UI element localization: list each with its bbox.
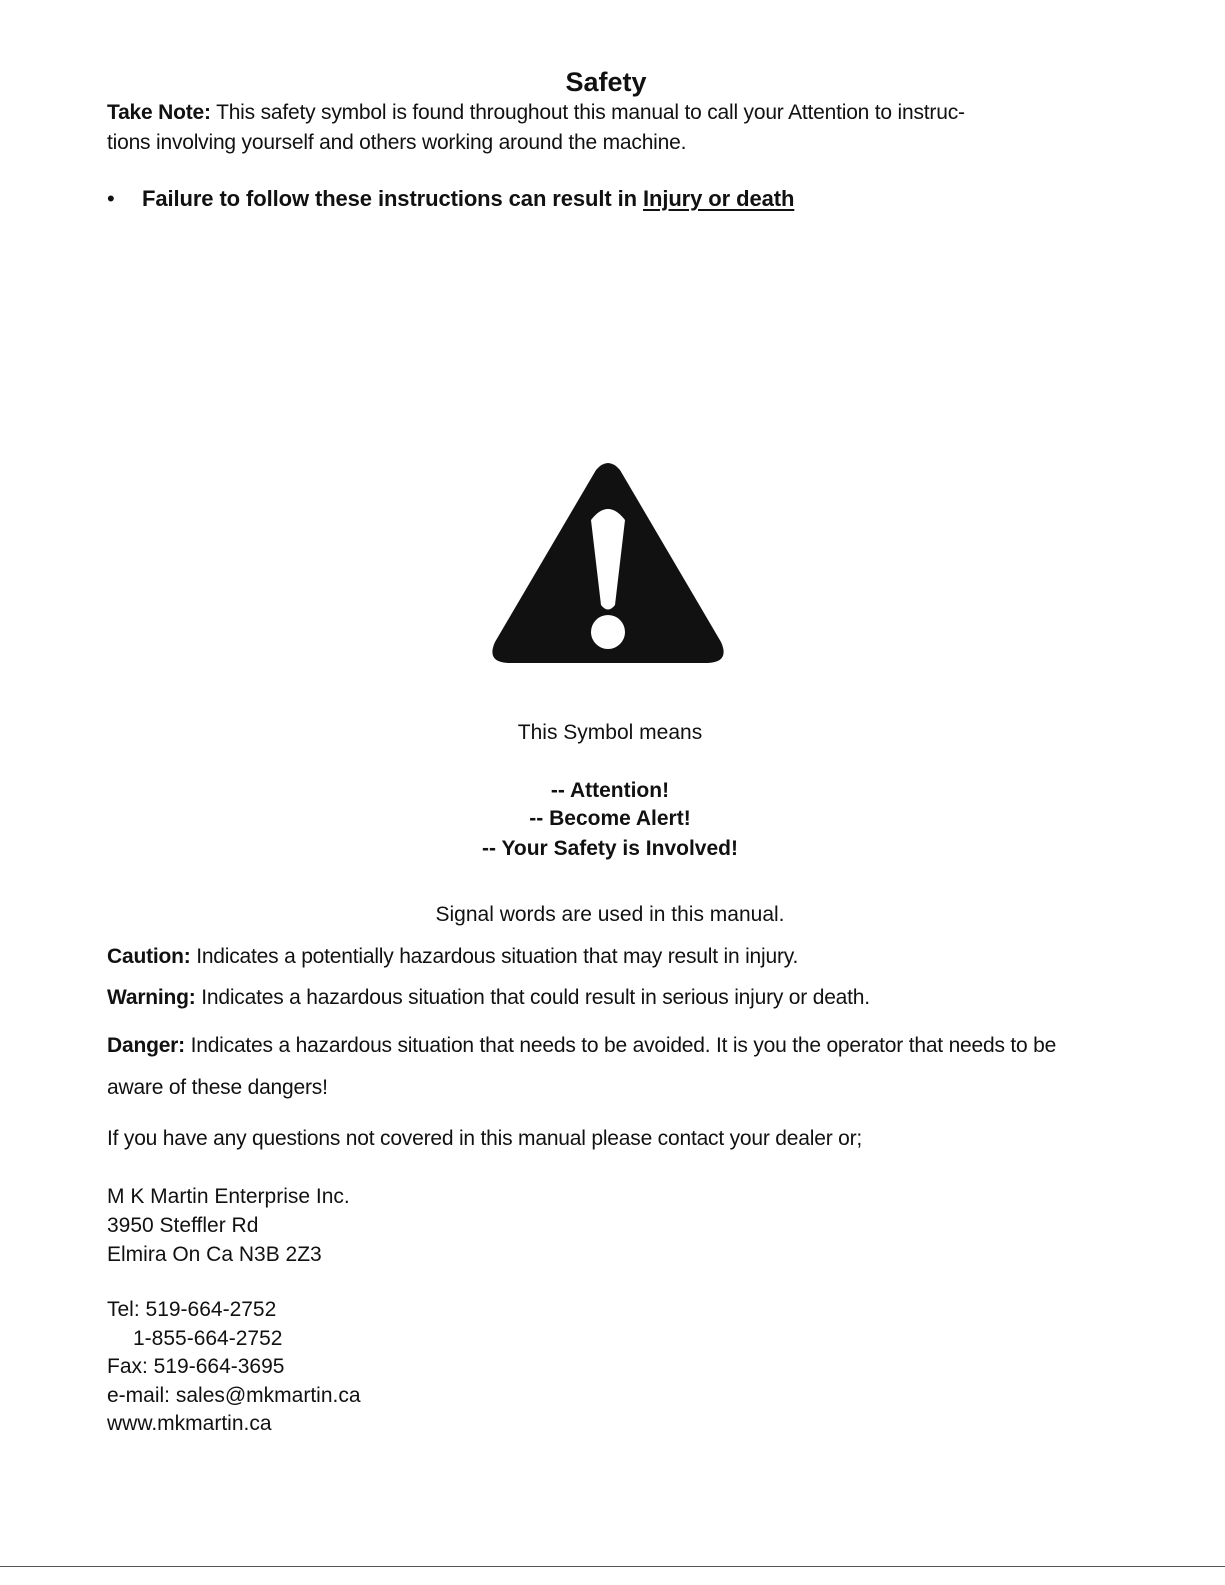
email-address: e-mail: sales@mkmartin.ca [107,1383,361,1407]
city-postal: Elmira On Ca N3B 2Z3 [107,1243,322,1266]
meaning-become-alert: -- Become Alert! [529,807,691,830]
warning-label: Warning: [107,986,196,1009]
caution-definition [107,942,1117,971]
warning-triangle-exclamation-icon [488,460,728,666]
company-name: M K Martin Enterprise Inc. [107,1185,350,1208]
meaning-attention: -- Attention! [550,779,670,802]
danger-definition [107,1025,1117,1109]
page-bottom-rule [0,1566,1225,1567]
website-link[interactable]: www.mkmartin.ca [107,1412,272,1435]
warning-definition [107,983,1117,1012]
intro-text-line2: tions involving yourself and others working around the machine. [107,131,687,154]
danger-text: Indicates a hazardous situation that needs to be avoided. It is you the operator that needs to be aware of these dangers! [107,1034,1057,1099]
company-address [107,1182,350,1269]
warning-text: Indicates a hazardous situation that could result in serious injury or death. [195,986,870,1009]
street-address: 3950 Steffler Rd [107,1214,259,1237]
meaning-safety-involved: -- Your Safety is Involved! [482,837,738,860]
page-title: Safety [565,67,647,97]
danger-label: Danger: [107,1034,185,1057]
bullet-emphasis: Injury or death [642,186,795,211]
caution-text: Indicates a potentially hazardous situation that may result in injury. [190,945,799,968]
contact-details [107,1296,361,1439]
take-note-label: Take Note: [107,101,211,124]
contact-note: If you have any questions not covered in this manual please contact your dealer or; [107,1127,863,1150]
intro-text-line1: This safety symbol is found throughout this manual to call your Attention to instruc- [210,101,965,124]
warning-bullet [107,184,794,214]
fax-number: Fax: 519-664-3695 [107,1355,285,1378]
bullet-marker: • [107,186,115,211]
signal-words-intro: Signal words are used in this manual. [435,903,785,926]
intro-paragraph [107,98,1117,158]
toll-free-number: 1-855-664-2752 [133,1326,283,1350]
symbol-caption: This Symbol means [517,721,703,744]
phone-number: Tel: 519-664-2752 [107,1298,277,1321]
caution-label: Caution: [107,945,191,968]
bullet-text: Failure to follow these instructions can result in [142,186,643,211]
